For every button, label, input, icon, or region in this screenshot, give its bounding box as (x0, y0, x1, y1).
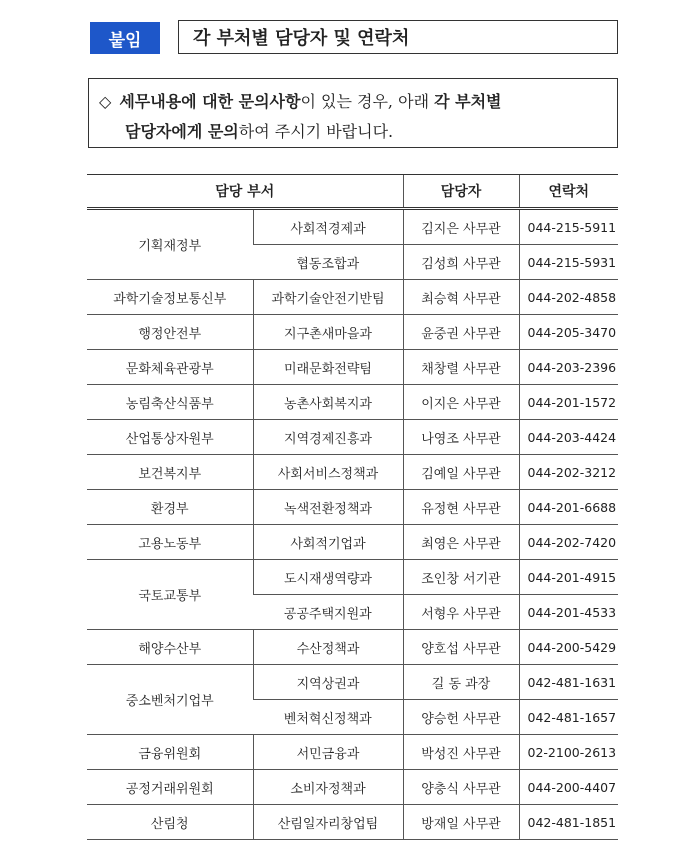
division-cell: 지역상권과 (253, 665, 403, 700)
division-cell: 산림일자리창업팀 (253, 805, 403, 840)
table-row (87, 209, 618, 245)
ministry-cell: 국토교통부 (87, 560, 253, 630)
person-cell: 윤중권 사무관 (403, 315, 519, 350)
ministry-cell: 고용노동부 (87, 525, 253, 560)
ministry-cell: 해양수산부 (87, 630, 253, 665)
phone-cell: 042-481-1851 (519, 805, 618, 840)
header-person: 담당자 (403, 175, 519, 209)
ministry-cell: 산림청 (87, 805, 253, 840)
phone-cell: 044-201-1572 (519, 385, 618, 420)
ministry-cell: 금융위원회 (87, 735, 253, 770)
ministry-cell: 행정안전부 (87, 315, 253, 350)
division-cell: 지구촌새마을과 (253, 315, 403, 350)
phone-cell: 044-203-2396 (519, 350, 618, 385)
table-row (87, 665, 618, 700)
ministry-cell: 농림축산식품부 (87, 385, 253, 420)
division-cell: 과학기술안전기반팀 (253, 280, 403, 315)
phone-cell: 044-202-4858 (519, 280, 618, 315)
notice-emphasis-1: 세무내용에 대한 문의사항 (119, 92, 301, 111)
header (90, 20, 620, 56)
table-row (87, 770, 618, 805)
division-cell: 공공주택지원과 (253, 595, 403, 630)
person-cell: 유정현 사무관 (403, 490, 519, 525)
division-cell: 벤처혁신정책과 (253, 700, 403, 735)
person-cell: 길 동 과장 (403, 665, 519, 700)
ministry-cell: 중소벤처기업부 (87, 665, 253, 735)
person-cell: 양충식 사무관 (403, 770, 519, 805)
phone-cell: 044-205-3470 (519, 315, 618, 350)
division-cell: 수산정책과 (253, 630, 403, 665)
division-cell: 도시재생역량과 (253, 560, 403, 595)
table-row (87, 350, 618, 385)
table-row (87, 560, 618, 595)
person-cell: 김예일 사무관 (403, 455, 519, 490)
ministry-cell: 보건복지부 (87, 455, 253, 490)
person-cell: 최영은 사무관 (403, 525, 519, 560)
phone-cell: 044-202-3212 (519, 455, 618, 490)
phone-cell: 042-481-1631 (519, 665, 618, 700)
phone-cell: 044-200-4407 (519, 770, 618, 805)
division-cell: 사회적기업과 (253, 525, 403, 560)
division-cell: 사회서비스정책과 (253, 455, 403, 490)
table-row (87, 385, 618, 420)
notice-line-1 (99, 87, 607, 117)
ministry-cell: 기획재정부 (87, 209, 253, 280)
phone-cell: 02-2100-2613 (519, 735, 618, 770)
phone-cell: 044-200-5429 (519, 630, 618, 665)
phone-cell: 044-201-6688 (519, 490, 618, 525)
diamond-icon: ◇ (99, 92, 112, 111)
ministry-cell: 산업통상자원부 (87, 420, 253, 455)
notice-emphasis-3: 담당자에게 문의 (125, 122, 239, 141)
person-cell: 나영조 사무관 (403, 420, 519, 455)
division-cell: 미래문화전략팀 (253, 350, 403, 385)
person-cell: 조인창 서기관 (403, 560, 519, 595)
table-row (87, 525, 618, 560)
table-row (87, 455, 618, 490)
table-row (87, 420, 618, 455)
table-row (87, 630, 618, 665)
person-cell: 양호섭 사무관 (403, 630, 519, 665)
phone-cell: 042-481-1657 (519, 700, 618, 735)
ministry-cell: 공정거래위원회 (87, 770, 253, 805)
division-cell: 소비자정책과 (253, 770, 403, 805)
table-header-row (87, 175, 618, 209)
phone-cell: 044-203-4424 (519, 420, 618, 455)
notice-text-1: 이 있는 경우, 아래 (300, 92, 435, 111)
notice-box (88, 78, 618, 148)
phone-cell: 044-215-5911 (519, 209, 618, 245)
phone-cell: 044-201-4915 (519, 560, 618, 595)
phone-cell: 044-201-4533 (519, 595, 618, 630)
notice-text-2: 하여 주시기 바랍니다. (238, 122, 394, 141)
division-cell: 협동조합과 (253, 245, 403, 280)
notice-emphasis-2: 각 부처별 (434, 92, 502, 111)
table-row (87, 805, 618, 840)
header-department: 담당 부서 (87, 175, 403, 209)
person-cell: 박성진 사무관 (403, 735, 519, 770)
phone-cell: 044-215-5931 (519, 245, 618, 280)
division-cell: 농촌사회복지과 (253, 385, 403, 420)
person-cell: 이지은 사무관 (403, 385, 519, 420)
person-cell: 양승헌 사무관 (403, 700, 519, 735)
division-cell: 녹색전환정책과 (253, 490, 403, 525)
person-cell: 김지은 사무관 (403, 209, 519, 245)
table-row (87, 490, 618, 525)
person-cell: 방재일 사무관 (403, 805, 519, 840)
notice-line-2 (99, 117, 607, 147)
page-title: 각 부처별 담당자 및 연락처 (178, 20, 618, 54)
attachment-badge: 붙임 (90, 22, 160, 54)
table-row (87, 735, 618, 770)
person-cell: 김성희 사무관 (403, 245, 519, 280)
division-cell: 지역경제진흥과 (253, 420, 403, 455)
table-row (87, 280, 618, 315)
table-row (87, 315, 618, 350)
phone-cell: 044-202-7420 (519, 525, 618, 560)
contacts-table (87, 174, 618, 840)
ministry-cell: 문화체육관광부 (87, 350, 253, 385)
ministry-cell: 과학기술정보통신부 (87, 280, 253, 315)
person-cell: 최승혁 사무관 (403, 280, 519, 315)
person-cell: 채창렬 사무관 (403, 350, 519, 385)
division-cell: 사회적경제과 (253, 209, 403, 245)
division-cell: 서민금융과 (253, 735, 403, 770)
header-contact: 연락처 (519, 175, 618, 209)
person-cell: 서형우 사무관 (403, 595, 519, 630)
table-body (87, 209, 618, 840)
ministry-cell: 환경부 (87, 490, 253, 525)
